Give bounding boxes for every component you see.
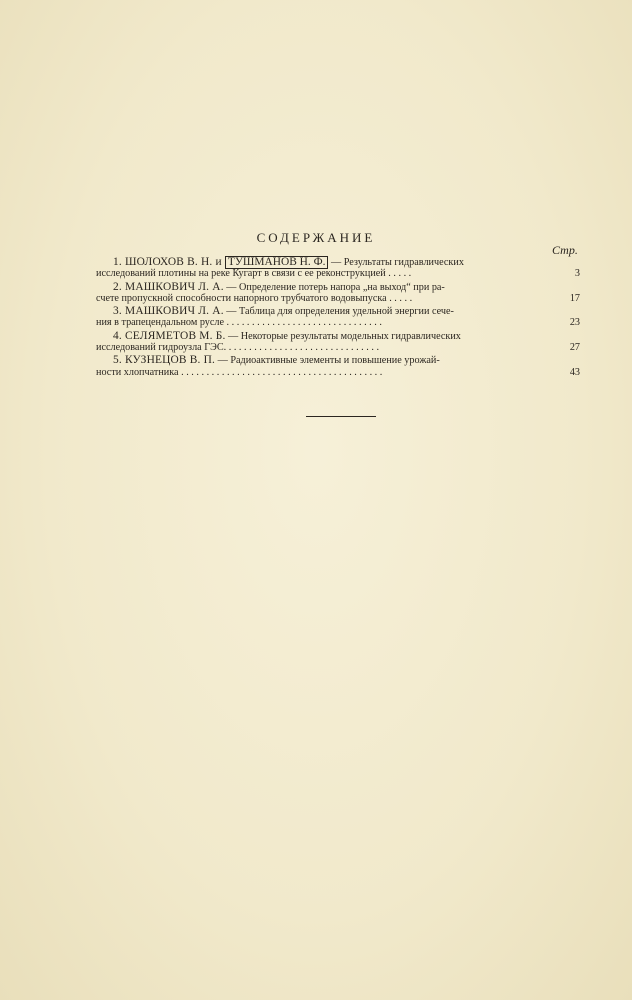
toc-entry-4-author: 4. СЕЛЯМЕТОВ М. Б. [113, 329, 226, 342]
toc-entry-3-title-end: ния в трапецендальном русле . . . . . . . . . . . . . . . . . . . . . . . . . . . . . . . [96, 317, 382, 329]
toc-entry-2-page: 17 [569, 292, 580, 304]
toc-entry-3-page: 23 [569, 317, 580, 329]
toc-entry-1-line-1 [96, 256, 580, 268]
toc-entry-4-title-start: — Некоторые результаты модельных гидравлических [225, 330, 461, 342]
toc-entry-3-author: 3. МАШКОВИЧ Л. А. [113, 305, 224, 318]
toc-title: СОДЕРЖАНИЕ [256, 230, 376, 245]
toc-entry-3-line-2 [96, 317, 580, 329]
toc-entry-3-line-1 [96, 305, 580, 317]
toc-entry-1-author: 1. ШОЛОХОВ В. Н. и [113, 256, 225, 268]
toc-entry-2-title-start: — Определение потерь напора „на выход“ при ра- [223, 281, 445, 293]
toc-entry-5 [96, 354, 580, 379]
toc-entry-5-title-end: ности хлопчатника . . . . . . . . . . . . . . . . . . . . . . . . . . . . . . . . . . . . . . . . [96, 366, 383, 378]
toc-entry-5-line-2 [96, 367, 580, 379]
toc-entry-2 [96, 281, 580, 306]
toc-entry-1-coauthor-boxed: ТУШМАНОВ Н. Ф. [225, 256, 329, 269]
toc-entry-2-line-1 [96, 281, 580, 293]
toc-entry-5-page: 43 [569, 366, 580, 378]
table-of-contents [96, 256, 580, 379]
page-column-label: Стр. [552, 243, 578, 257]
toc-entry-1 [96, 256, 580, 281]
toc-entry-2-author: 2. МАШКОВИЧ Л. А. [113, 280, 224, 293]
toc-entry-4-page: 27 [569, 342, 580, 354]
toc-entry-5-title-start: — Радиоактивные элементы и повышение урожай- [215, 355, 440, 367]
toc-entry-1-title-end: исследований плотины на реке Кугарт в связи с ее реконструкцией . . . . . [96, 268, 412, 280]
toc-entry-1-line-2 [96, 268, 580, 280]
toc-entry-3 [96, 305, 580, 330]
toc-entry-5-line-1 [96, 354, 580, 366]
toc-entry-2-title-end: счете пропускной способности напорного трубчатого водовыпуска . . . . . [96, 292, 413, 304]
toc-entry-4-line-2 [96, 342, 580, 354]
end-rule-divider [306, 416, 376, 417]
toc-entry-3-title-start: — Таблица для определения удельной энергии сече- [223, 306, 454, 318]
toc-entry-1-title-start: — Результаты гидравлических [328, 257, 464, 268]
toc-entry-5-author: 5. КУЗНЕЦОВ В. П. [113, 354, 216, 367]
toc-entry-4-title-end: исследований гидроузла ГЭС. . . . . . . . . . . . . . . . . . . . . . . . . . . . . . . [96, 342, 379, 354]
toc-entry-1-page: 3 [574, 268, 580, 280]
toc-entry-4-line-1 [96, 330, 580, 342]
toc-entry-4 [96, 330, 580, 355]
toc-entry-2-line-2 [96, 293, 580, 305]
